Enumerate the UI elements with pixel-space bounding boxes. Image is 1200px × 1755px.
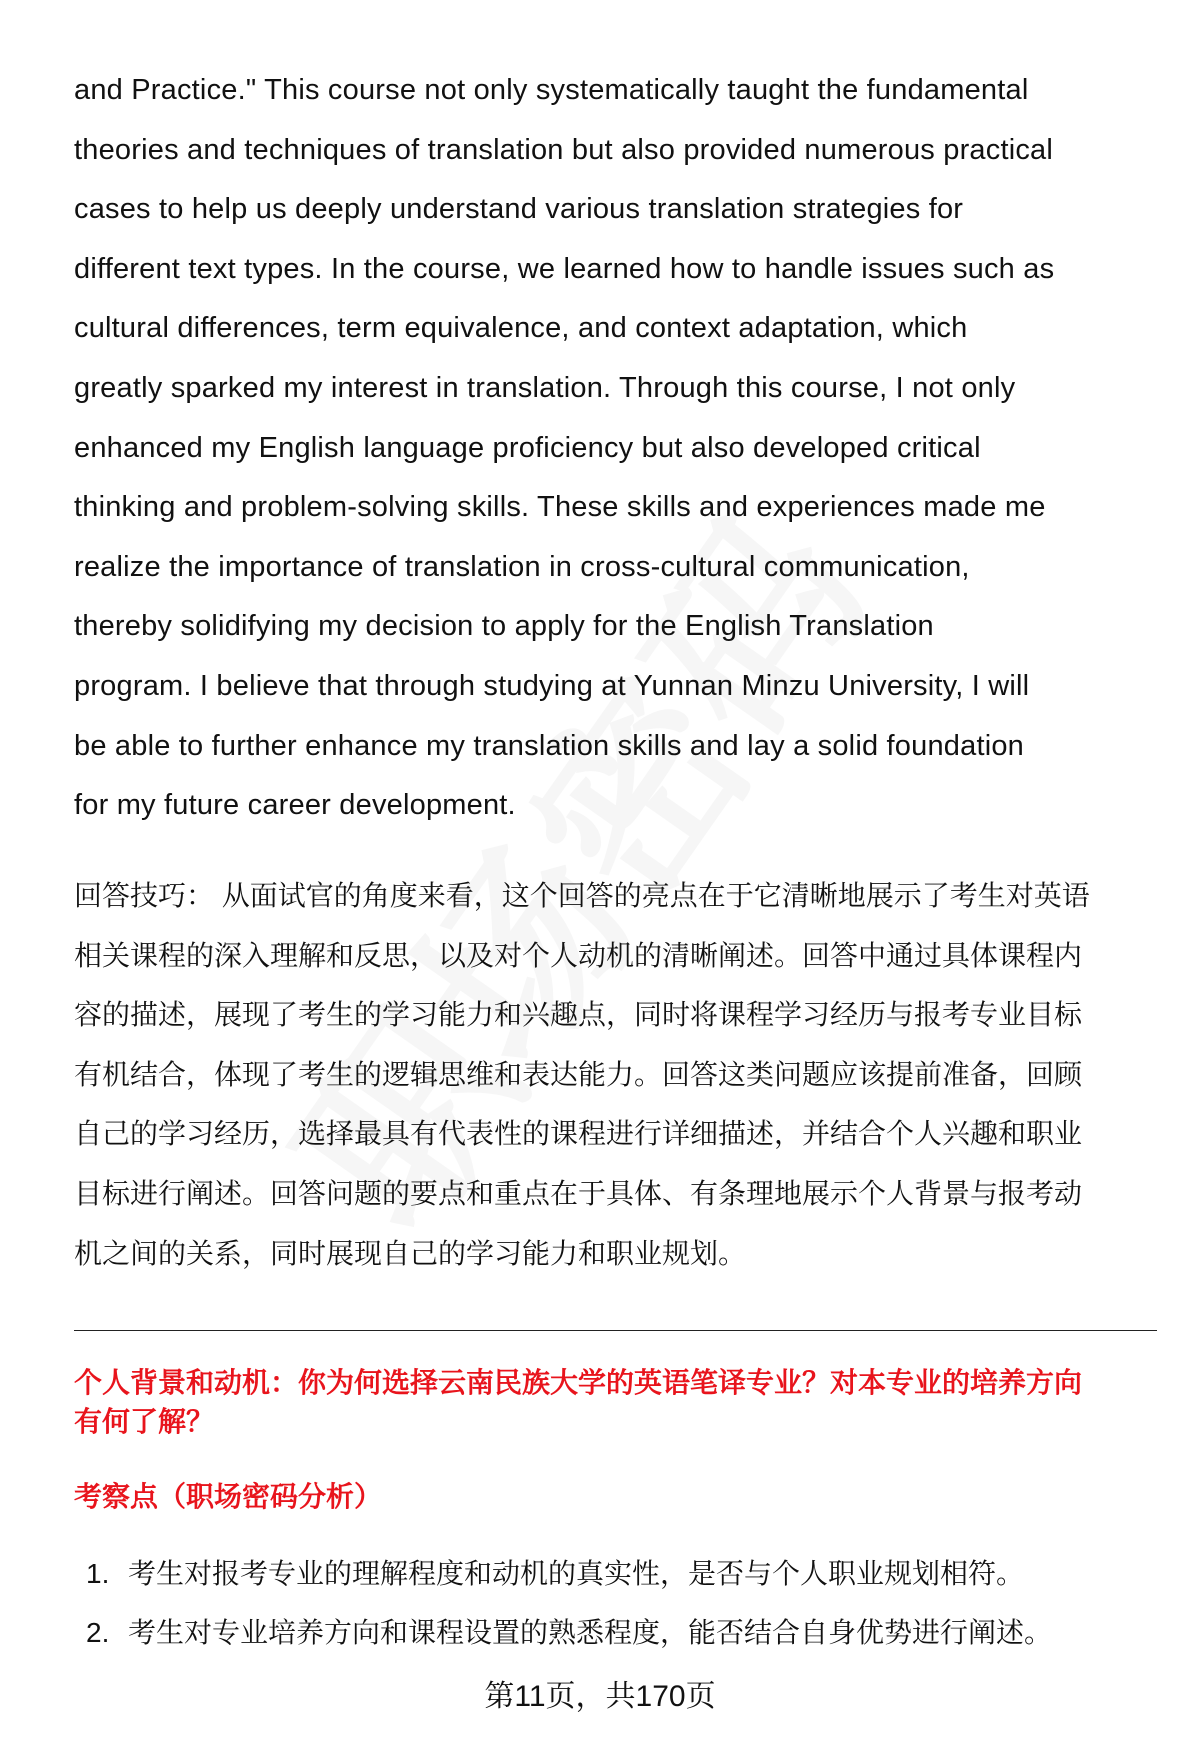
list-item xyxy=(86,1556,1024,1592)
text-line: for my future career development. xyxy=(74,789,516,822)
text-line: 有机结合，体现了考生的逻辑思维和表达能力。回答这类问题应该提前准备，回顾 xyxy=(74,1058,1083,1090)
text-line: enhanced my English language proficiency but also developed critical xyxy=(74,431,981,464)
text-line: greatly sparked my interest in translation. Through this course, I not only xyxy=(74,372,1016,404)
text-line: realize the importance of translation in cross-cultural communication, xyxy=(74,550,970,583)
text-line: and Practice." This course not only systematically taught the fundamental xyxy=(74,74,1029,106)
question-line: 个人背景和动机：你为何选择云南民族大学的英语笔译专业？对本专业的培养方向 xyxy=(74,1367,1083,1398)
page-number-footer: 第11页，共170页 xyxy=(484,1680,716,1713)
list-item xyxy=(86,1615,1052,1651)
text-line: different text types. In the course, we learned how to handle issues such as xyxy=(74,252,1055,285)
list-number: 1. xyxy=(86,1558,110,1589)
text-line: thinking and problem-solving skills. These skills and experiences made me xyxy=(74,491,1046,524)
question-line: 有何了解？ xyxy=(74,1406,215,1437)
text-line: be able to further enhance my translation skills and lay a solid foundation xyxy=(74,729,1025,762)
list-text: 考生对专业培养方向和课程设置的熟悉程度，能否结合自身优势进行阐述。 xyxy=(128,1617,1053,1648)
list-text: 考生对报考专业的理解程度和动机的真实性，是否与个人职业规划相符。 xyxy=(128,1558,1025,1589)
text-line: thereby solidifying my decision to apply for the English Translation xyxy=(74,610,934,643)
text-line: 回答技巧： 从面试官的角度来看，这个回答的亮点在于它清晰地展示了考生对英语 xyxy=(74,880,1090,911)
section-divider xyxy=(74,1330,1157,1331)
text-line: 容的描述，展现了考生的学习能力和兴趣点，同时将课程学习经历与报考专业目标 xyxy=(74,999,1083,1031)
text-line: 相关课程的深入理解和反思，以及对个人动机的清晰阐述。回答中通过具体课程内 xyxy=(74,939,1083,971)
exam-points-heading: 考察点（职场密码分析） xyxy=(74,1481,383,1512)
text-line: 自己的学习经历，选择最具有代表性的课程进行详细描述，并结合个人兴趣和职业 xyxy=(74,1118,1083,1150)
text-line: theories and techniques of translation but also provided numerous practical xyxy=(74,133,1054,166)
text-line: program. I believe that through studying at Yunnan Minzu University, I will xyxy=(74,670,1030,702)
text-line: 目标进行阐述。回答问题的要点和重点在于具体、有条理地展示个人背景与报考动 xyxy=(74,1178,1083,1209)
text-line: cases to help us deeply understand various translation strategies for xyxy=(74,193,964,226)
list-number: 2. xyxy=(86,1617,110,1648)
text-line: 机之间的关系，同时展现自己的学习能力和职业规划。 xyxy=(74,1237,747,1269)
text-line: cultural differences, term equivalence, and context adaptation, which xyxy=(74,312,968,345)
